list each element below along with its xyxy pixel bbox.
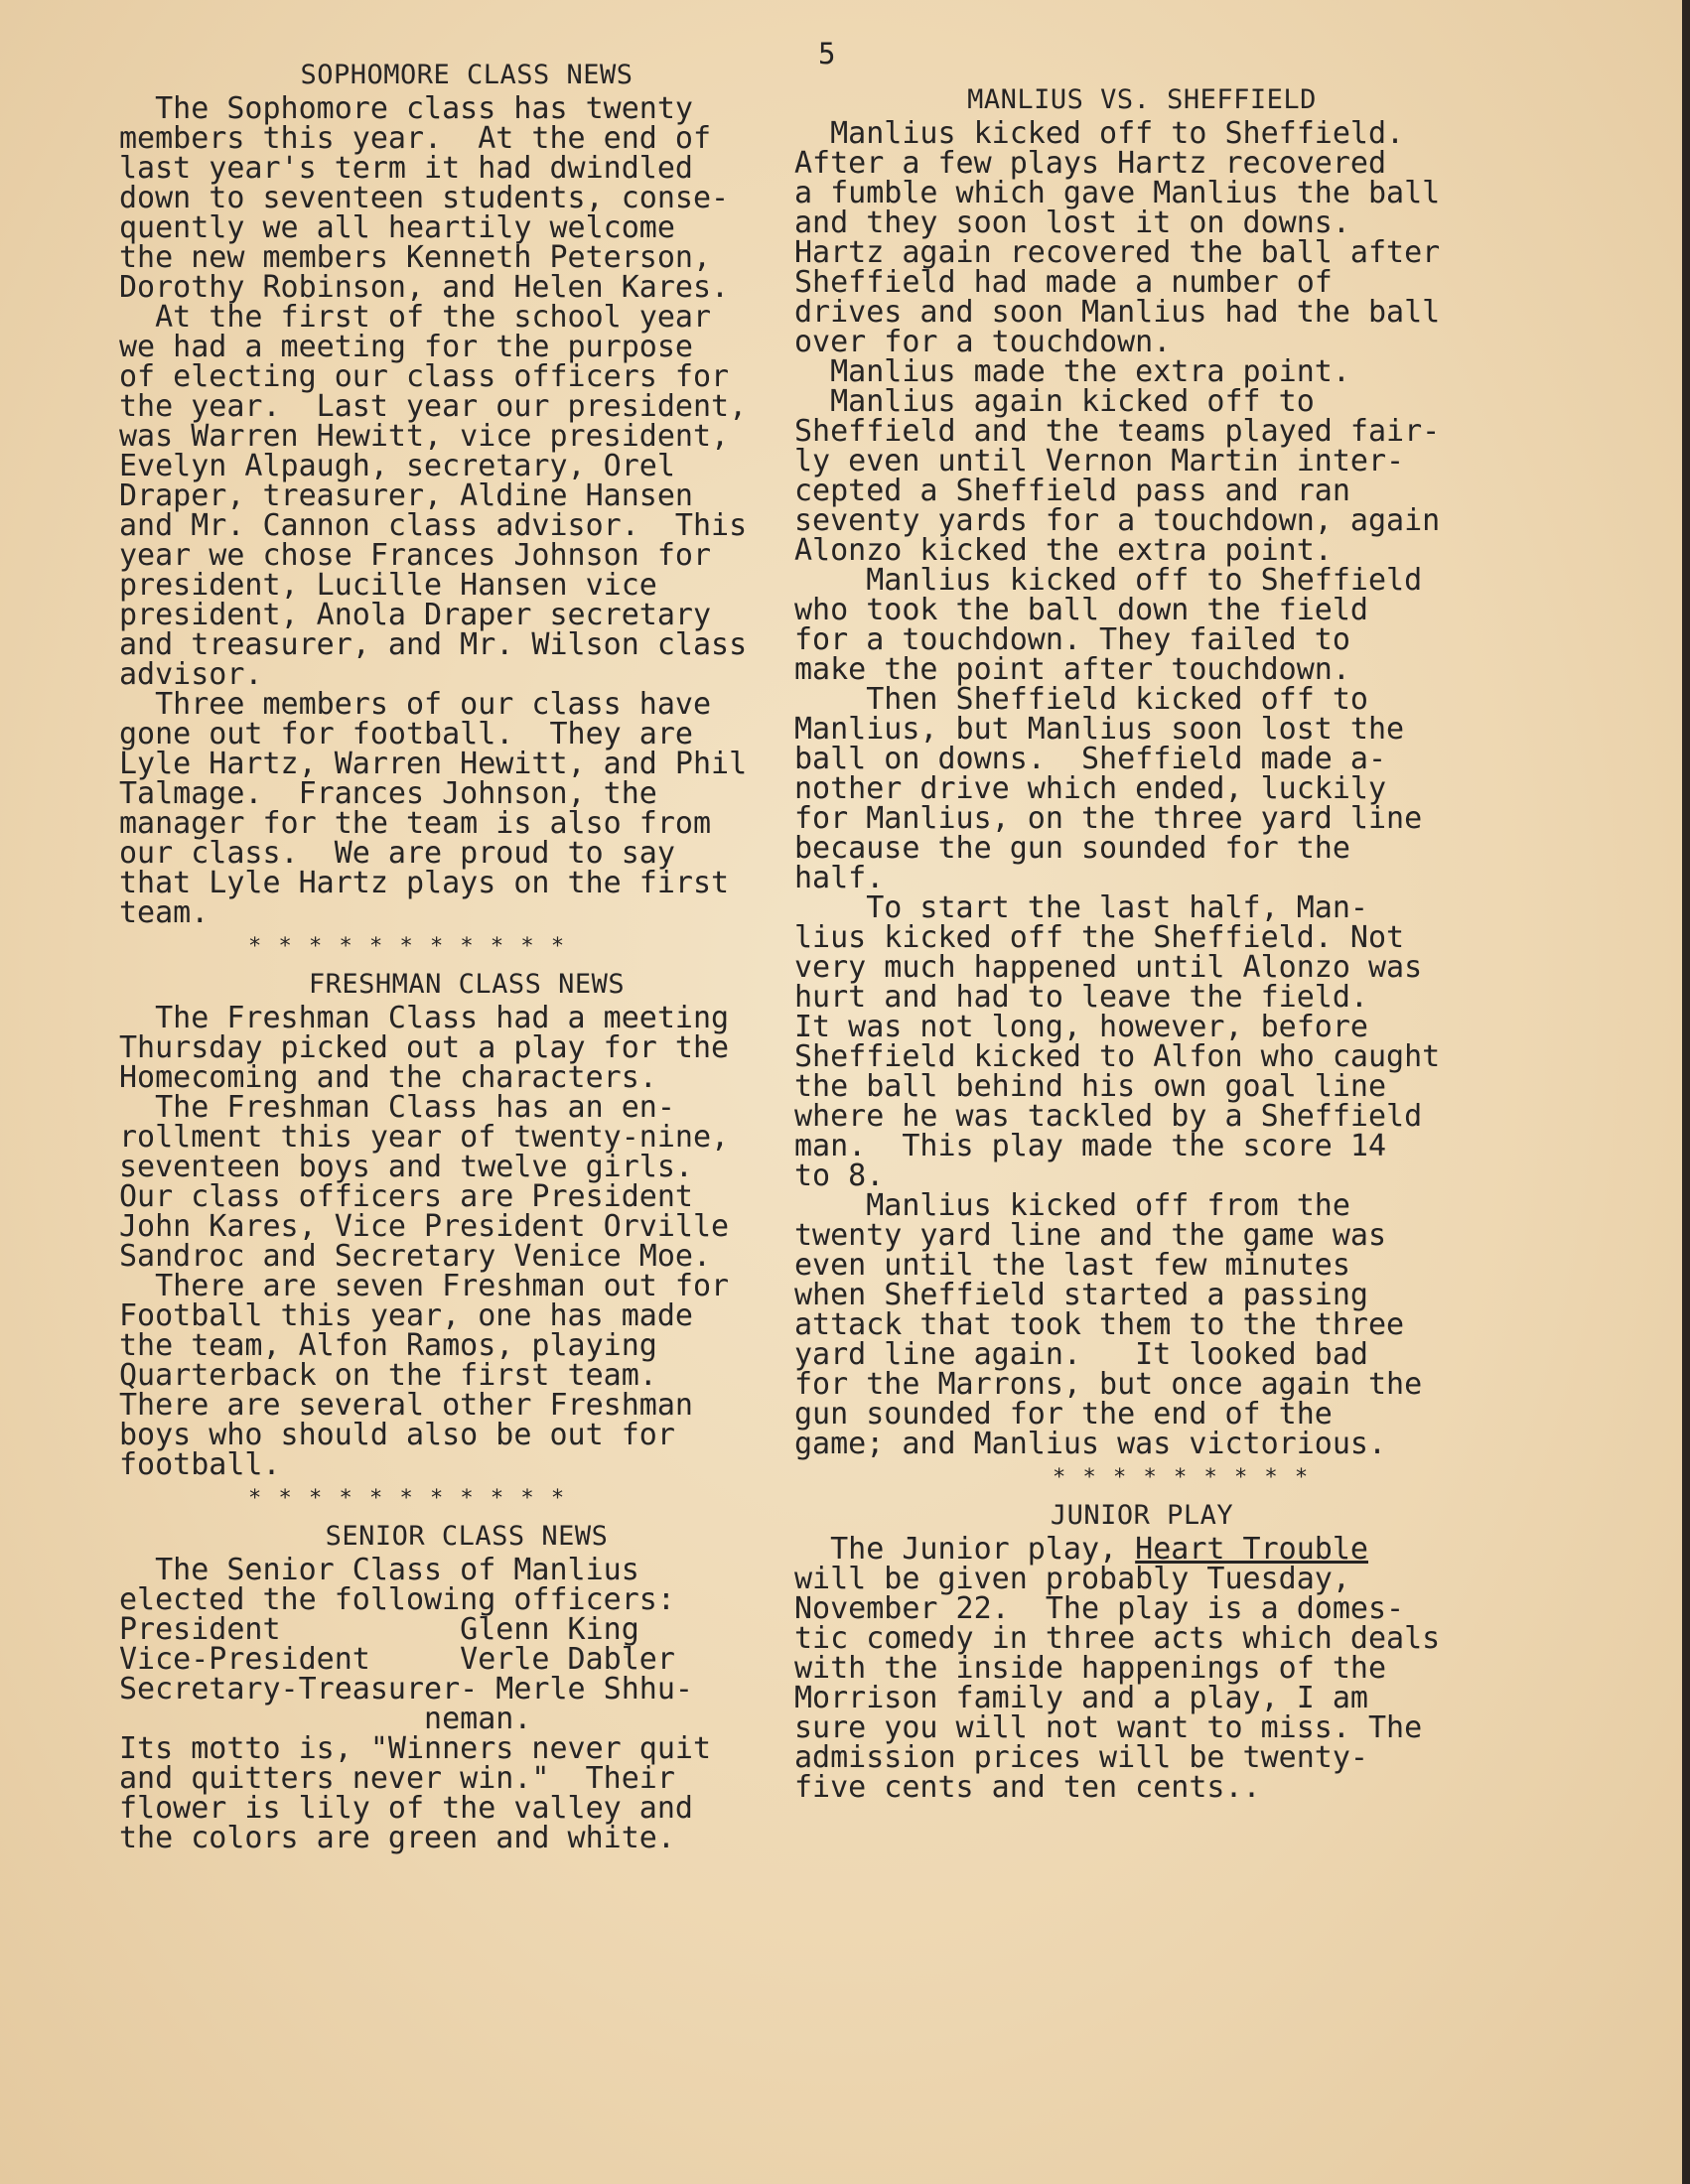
manlius-paragraph: To start the last half, Man- lius kicked off the Sheffield. Not very much happened until Alonzo was hurt and had to leave the field. It was not long, however, before Sheffield kicked to Alfon who caught the ball behind his own goal line where he was tackled by a Sheffield man. This play made the score 14 to 8. bbox=[794, 890, 1441, 1193]
manlius-paragraph: Manlius kicked off to Sheffield. After a few plays Hartz recovered a fumble which gave Manlius the ball and they soon lost it on downs. Hartz again recovered the ball after Sheffield had made a number of drives and soon Manlius had the ball over for a touchdown. bbox=[794, 116, 1441, 359]
sophomore-paragraph: The Sophomore class has twenty members this year. At the end of last year's term it had dwindled down to seventeen students, conse- quently we all heartily welcome the new members Kenneth Peterson, Dorothy Robinson, and Helen Kares. bbox=[119, 91, 730, 305]
left-column bbox=[119, 60, 814, 1861]
right-column bbox=[794, 84, 1489, 1811]
page-edge bbox=[1682, 0, 1690, 2184]
manlius-heading: MANLIUS VS. SHEFFIELD bbox=[967, 84, 1317, 115]
junior-play-body: will be given probably Tuesday, November 22. The play is a domes- tic comedy in three acts which deals with the inside happenings of the Morrison family and a play, I am sure you will not want to miss. The admission prices will be twenty- five cents and ten cents.. bbox=[794, 1562, 1441, 1805]
senior-paragraph: The Senior Class of Manlius elected the following officers: President Glenn King Vice-President Verle Dabler Secretary-Treasurer- Merle Shhu- neman. bbox=[119, 1553, 693, 1736]
manlius-paragraph: Manlius kicked off from the twenty yard line and the game was even until the last few minutes when Sheffield started a passing attack that took them to the three yard line again. It looked bad for the Marrons, but once again the gun sounded for the end of the game; and Manlius was victorious. bbox=[794, 1188, 1423, 1461]
manlius-separator: * * * * * * * * * bbox=[1053, 1465, 1311, 1490]
junior-play-intro: The Junior play, bbox=[794, 1532, 1136, 1567]
sophomore-heading: SOPHOMORE CLASS NEWS bbox=[300, 60, 634, 90]
manlius-article bbox=[794, 84, 1489, 1490]
freshman-paragraph: The Freshman Class has an en- rollment this year of twenty-nine, seventeen boys and twelve girls. Our class officers are President John Kares, Vice President Orville Sandroc and Secretary Venice Moe. bbox=[119, 1090, 730, 1274]
manlius-paragraph: Manlius made the extra point. bbox=[794, 354, 1350, 389]
manlius-paragraph: Manlius again kicked off to Sheffield and the teams played fair- ly even until Vernon Martin inter- cepted a Sheffield pass and ran seventy yards for a touchdown, again Alonzo kicked the extra point. bbox=[794, 384, 1441, 568]
manlius-paragraph: Then Sheffield kicked off to Manlius, but Manlius soon lost the ball on downs. Sheffield made a- nother drive which ended, luckily for Manlius, on the three yard line because the gun sounded for the half. bbox=[794, 682, 1423, 895]
sophomore-paragraph: Three members of our class have gone out for football. They are Lyle Hartz, Warren Hewitt, and Phil Talmage. Frances Johnson, the manager for the team is also from our class. We are proud to say that Lyle Hartz plays on the first team. bbox=[119, 687, 748, 930]
senior-heading: SENIOR CLASS NEWS bbox=[325, 1521, 609, 1552]
sophomore-article bbox=[119, 60, 814, 959]
freshman-heading: FRESHMAN CLASS NEWS bbox=[308, 969, 626, 1000]
sophomore-paragraph: At the first of the school year we had a meeting for the purpose of electing our class officers for the year. Last year our president, was Warren Hewitt, vice president, Evelyn Alpaugh, secretary, Orel Draper, treasurer, Aldine Hansen and Mr. Cannon class advisor. This year we chose Frances Johnson for president, Lucille Hansen vice president, Anola Draper secretary and treasurer, and Mr. Wilson class advisor. bbox=[119, 300, 748, 692]
junior-play-paragraph bbox=[794, 1532, 1489, 1805]
page-number: 5 bbox=[818, 37, 836, 70]
freshman-paragraph: The Freshman Class had a meeting Thursday picked out a play for the Homecoming and the characters. bbox=[119, 1001, 730, 1095]
senior-article bbox=[119, 1521, 814, 1853]
freshman-separator: * * * * * * * * * * * bbox=[248, 1486, 567, 1511]
senior-paragraph: Its motto is, "Winners never quit and quitters never win." Their flower is lily of the valley and the colors are green and white. bbox=[119, 1731, 712, 1855]
junior-play-heading: JUNIOR PLAY bbox=[1050, 1500, 1234, 1531]
sophomore-separator: * * * * * * * * * * * bbox=[248, 934, 567, 959]
freshman-article bbox=[119, 969, 814, 1511]
freshman-paragraph: There are seven Freshman out for Football this year, one has made the team, Alfon Ramos, playing Quarterback on the first team. There are several other Freshman boys who should also be out for football. bbox=[119, 1269, 730, 1482]
junior-play-title: Heart Trouble bbox=[1135, 1532, 1368, 1567]
manlius-paragraph: Manlius kicked off to Sheffield who took the ball down the field for a touchdown. They failed to make the point after touchdown. bbox=[794, 563, 1423, 687]
junior-play-article bbox=[794, 1500, 1489, 1803]
